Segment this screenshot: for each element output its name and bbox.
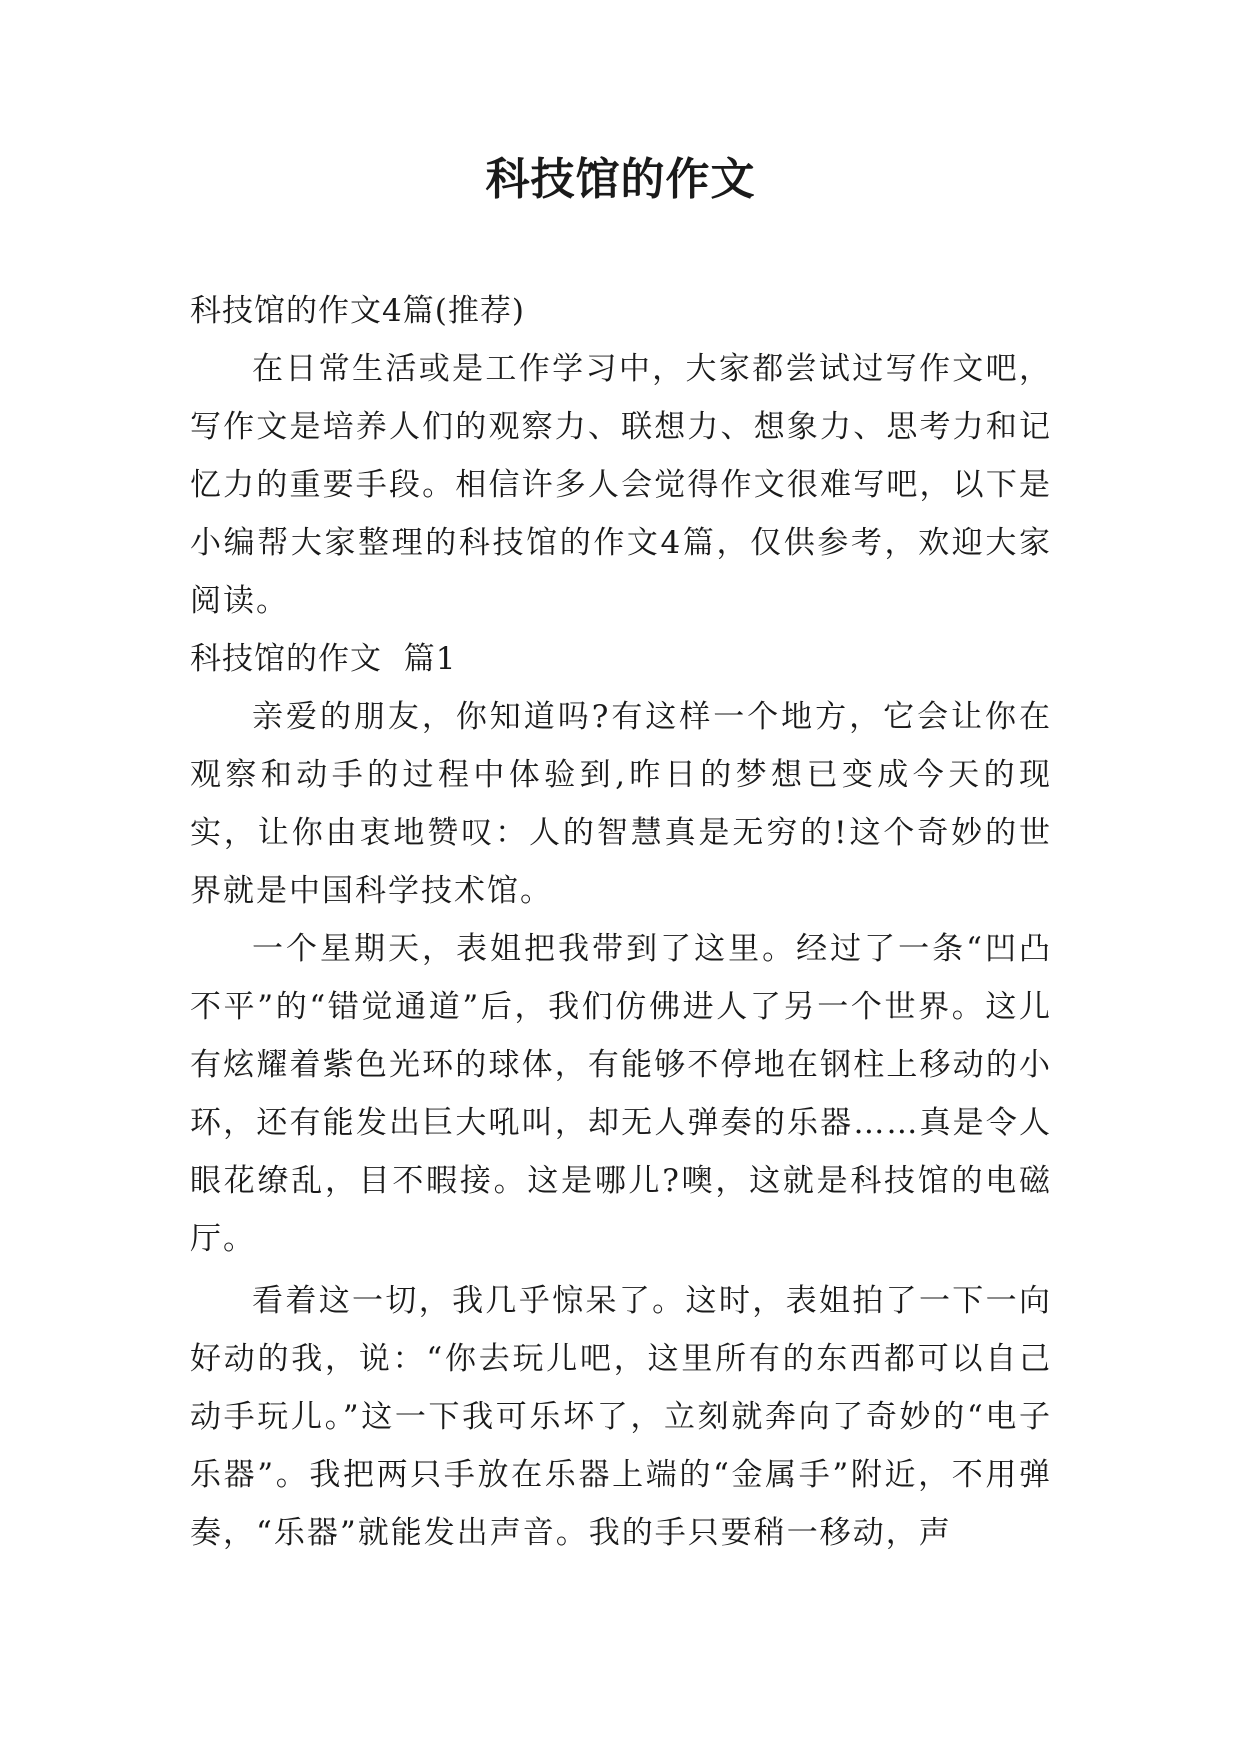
body-paragraph-2: 一个星期天，表姐把我带到了这里。经过了一条“凹凸不平”的“错觉通道”后，我们仿佛进人了另一个世界。这儿有炫耀着紫色光环的球体，有能够不停地在钢柱上移动的小环，还有能发出巨大吼叫，却无人弹奏的乐器……真是令人眼花缭乱，目不暇接。这是哪儿?噢，这就是科技馆的电磁厅。 [190,931,1052,1257]
body-paragraph-3: 看着这一切，我几乎惊呆了。这时，表姐拍了一下一向好动的我，说：“你去玩儿吧，这里所有的东西都可以自己动手玩儿。”这一下我可乐坏了，立刻就奔向了奇妙的“电子乐器”。我把两只手放在乐器上端的“金属手”附近，不用弹奏，“乐器”就能发出声音。我的手只要稍一移动，声 [190,1283,1052,1551]
document-title: 科技馆的作文 [485,154,756,205]
document-body [190,282,1052,1562]
body-paragraph-1: 亲爱的朋友，你知道吗?有这样一个地方，它会让你在观察和动手的过程中体验到,昨日的梦想已变成今天的现实，让你由衷地赞叹：人的智慧真是无穷的!这个奇妙的世界就是中国科学技术馆。 [190,699,1052,909]
section-heading: 科技馆的作文 篇1 [190,641,457,677]
intro-paragraph: 在日常生活或是工作学习中，大家都尝试过写作文吧，写作文是培养人们的观察力、联想力、想象力、思考力和记忆力的重要手段。相信许多人会觉得作文很难写吧，以下是小编帮大家整理的科技馆的作文4篇，仅供参考，欢迎大家阅读。 [190,351,1052,619]
document-subtitle: 科技馆的作文4篇(推荐) [190,293,525,329]
